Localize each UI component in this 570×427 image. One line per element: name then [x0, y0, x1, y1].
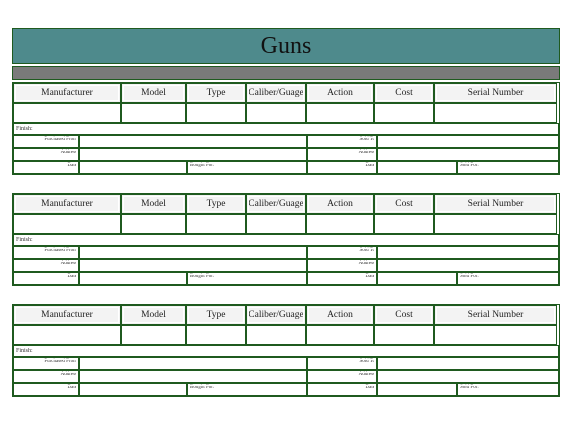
purchased-from-label: Purchased From [13, 135, 79, 148]
header-row [13, 305, 559, 325]
column-header: Serial Number [434, 305, 557, 325]
date-label: Date [307, 383, 377, 396]
entry-field[interactable] [434, 325, 557, 345]
purchased-from-field[interactable] [79, 357, 307, 370]
address-label: Address [13, 148, 79, 161]
column-header: Serial Number [434, 194, 557, 214]
entry-row [13, 325, 559, 345]
detail-row [13, 148, 559, 161]
entry-field[interactable] [374, 214, 434, 234]
sold-to-label: Sold To [307, 135, 377, 148]
column-header: Manufacturer [13, 194, 121, 214]
sold-to-field[interactable] [377, 357, 559, 370]
date-label: Date [307, 272, 377, 285]
finish-field[interactable]: Finish: [13, 345, 559, 357]
address-label: Address [13, 370, 79, 383]
detail-row [13, 135, 559, 148]
entry-field[interactable] [306, 325, 374, 345]
sold-to-field[interactable] [377, 135, 559, 148]
sold-to-field[interactable] [377, 246, 559, 259]
column-header: Model [121, 194, 186, 214]
column-header: Cost [374, 83, 434, 103]
column-header: Type [186, 83, 246, 103]
column-header: Action [306, 194, 374, 214]
column-header: Model [121, 305, 186, 325]
column-header: Serial Number [434, 83, 557, 103]
record-block [12, 193, 560, 286]
entry-field[interactable] [246, 325, 306, 345]
detail-row [13, 357, 559, 370]
column-header: Manufacturer [13, 83, 121, 103]
detail-row [13, 246, 559, 259]
entry-field[interactable] [374, 103, 434, 123]
column-header: Manufacturer [13, 305, 121, 325]
column-header: Model [121, 83, 186, 103]
address-field[interactable] [79, 259, 307, 272]
record-block [12, 82, 560, 175]
column-header: Action [306, 305, 374, 325]
address-field[interactable] [79, 148, 307, 161]
bought-for-field[interactable]: Bought For: [187, 161, 307, 174]
date-field[interactable] [377, 383, 457, 396]
date-label: Date [13, 272, 79, 285]
purchased-from-field[interactable] [79, 246, 307, 259]
entry-field[interactable] [13, 214, 121, 234]
detail-row [13, 259, 559, 272]
entry-row [13, 103, 559, 123]
address-field[interactable] [79, 370, 307, 383]
purchased-from-label: Purchased From [13, 357, 79, 370]
bought-for-field[interactable]: Bought For: [187, 272, 307, 285]
address-field[interactable] [377, 370, 559, 383]
address-label: Address [307, 259, 377, 272]
entry-row [13, 214, 559, 234]
entry-field[interactable] [434, 103, 557, 123]
column-header: Caliber/Guage [246, 83, 306, 103]
finish-field[interactable]: Finish: [13, 123, 559, 135]
entry-field[interactable] [306, 214, 374, 234]
sold-for-field[interactable]: Sold For: [457, 161, 559, 174]
column-header: Cost [374, 194, 434, 214]
date-field[interactable] [79, 272, 187, 285]
entry-field[interactable] [186, 325, 246, 345]
gun-record-sheet [12, 28, 560, 390]
detail-row [13, 383, 559, 396]
date-label: Date [307, 161, 377, 174]
detail-row [13, 272, 559, 285]
title-band [12, 28, 560, 64]
entry-field[interactable] [121, 103, 186, 123]
column-header: Type [186, 194, 246, 214]
address-field[interactable] [377, 259, 559, 272]
entry-field[interactable] [306, 103, 374, 123]
page-title: Guns [260, 32, 312, 59]
header-row [13, 194, 559, 214]
record-block [12, 304, 560, 397]
sold-to-label: Sold To [307, 357, 377, 370]
column-header: Cost [374, 305, 434, 325]
column-header: Type [186, 305, 246, 325]
date-label: Date [13, 161, 79, 174]
finish-row [13, 123, 559, 135]
entry-field[interactable] [13, 103, 121, 123]
column-header: Action [306, 83, 374, 103]
separator-bar [12, 66, 560, 80]
address-label: Address [307, 370, 377, 383]
entry-field[interactable] [186, 214, 246, 234]
entry-field[interactable] [246, 103, 306, 123]
finish-field[interactable]: Finish: [13, 234, 559, 246]
date-field[interactable] [79, 161, 187, 174]
detail-row [13, 370, 559, 383]
entry-field[interactable] [121, 325, 186, 345]
column-header: Caliber/Guage [246, 194, 306, 214]
date-field[interactable] [377, 161, 457, 174]
header-row [13, 83, 559, 103]
entry-field[interactable] [186, 103, 246, 123]
purchased-from-field[interactable] [79, 135, 307, 148]
finish-row [13, 234, 559, 246]
date-field[interactable] [79, 383, 187, 396]
sold-for-field[interactable]: Sold For: [457, 383, 559, 396]
date-label: Date [13, 383, 79, 396]
detail-row [13, 161, 559, 174]
entry-field[interactable] [13, 325, 121, 345]
entry-field[interactable] [121, 214, 186, 234]
sold-to-label: Sold To [307, 246, 377, 259]
bought-for-field[interactable]: Bought For: [187, 383, 307, 396]
entry-field[interactable] [374, 325, 434, 345]
finish-row [13, 345, 559, 357]
purchased-from-label: Purchased From [13, 246, 79, 259]
date-field[interactable] [377, 272, 457, 285]
sold-for-field[interactable]: Sold For: [457, 272, 559, 285]
address-field[interactable] [377, 148, 559, 161]
address-label: Address [13, 259, 79, 272]
column-header: Caliber/Guage [246, 305, 306, 325]
entry-field[interactable] [246, 214, 306, 234]
entry-field[interactable] [434, 214, 557, 234]
address-label: Address [307, 148, 377, 161]
